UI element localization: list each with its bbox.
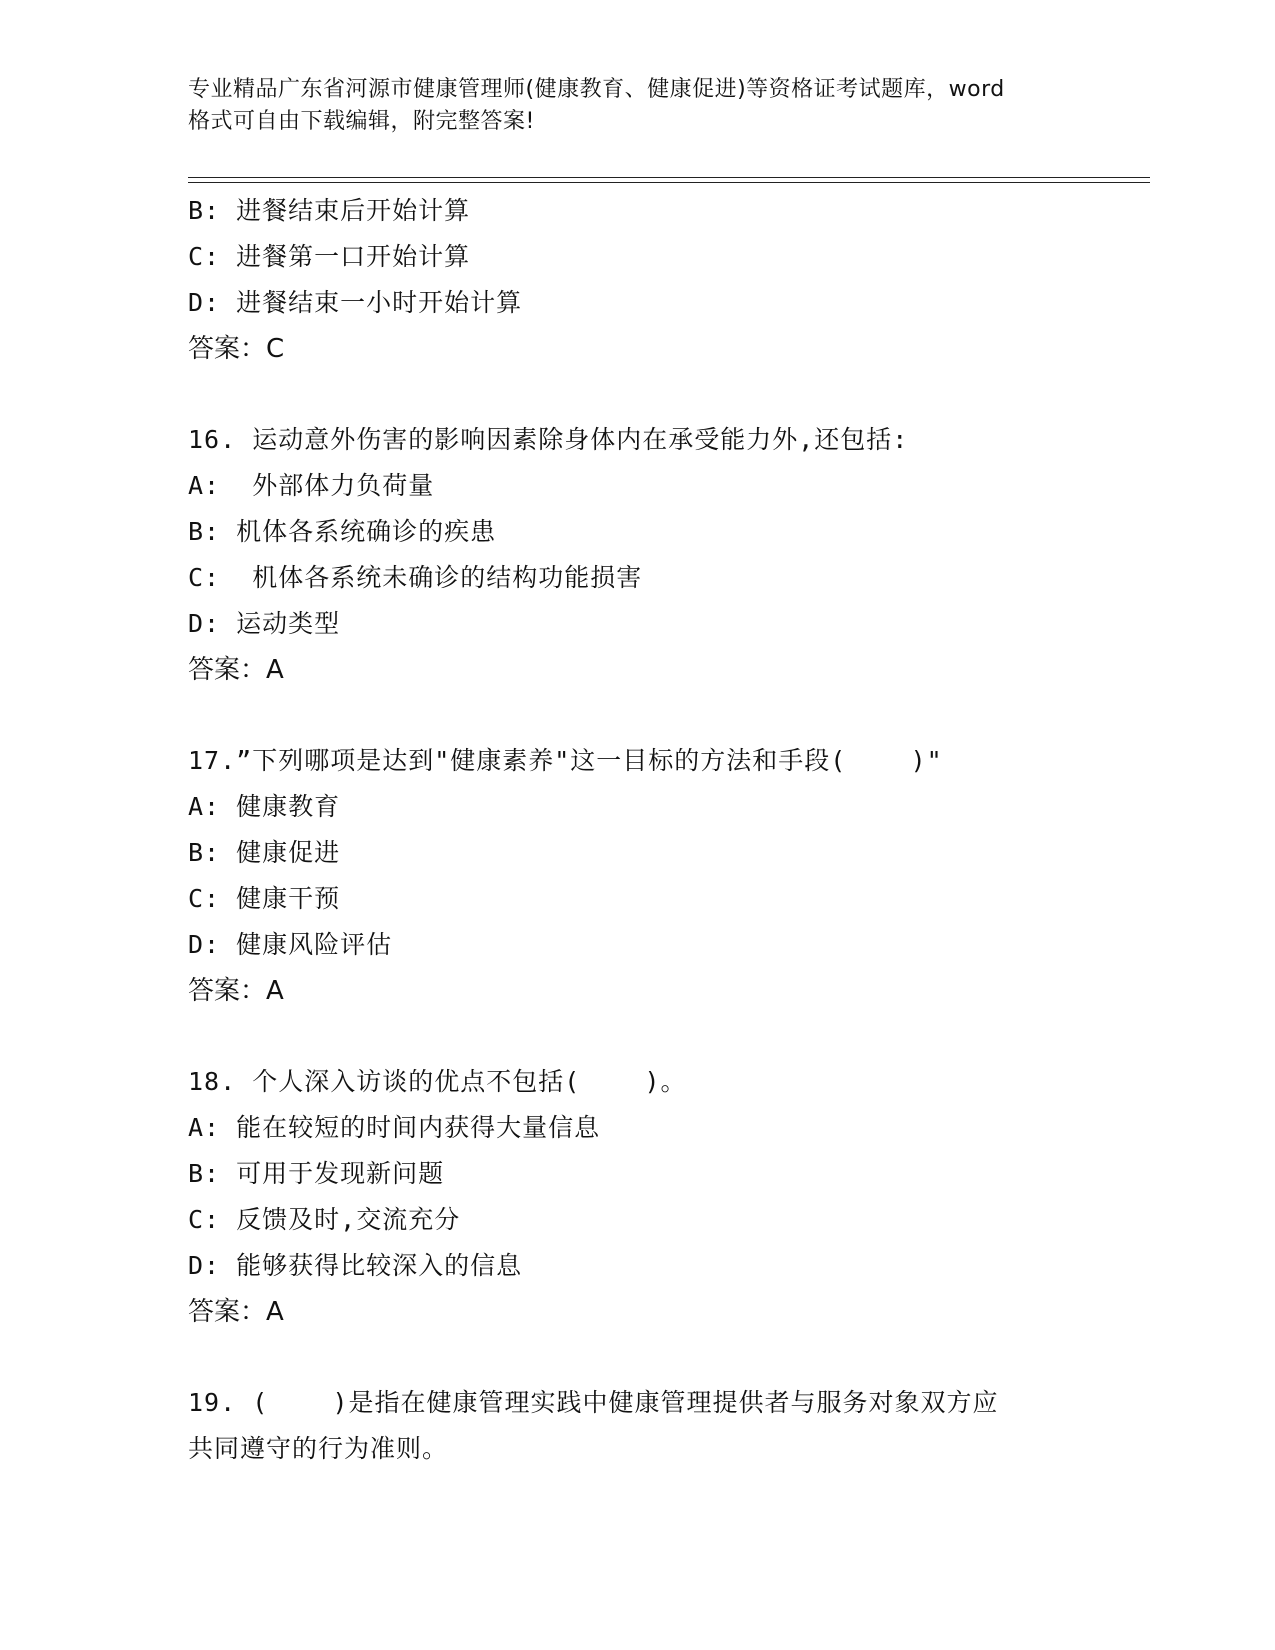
header-line-2: 格式可自由下载编辑，附完整答案! xyxy=(188,109,535,134)
question-text: 16. 运动意外伤害的影响因素除身体内在承受能力外,还包括: xyxy=(188,425,909,454)
answer: 答案：A xyxy=(188,976,284,1006)
spacer xyxy=(188,693,1088,738)
option-d: D: 健康风险评估 xyxy=(188,930,393,959)
spacer xyxy=(188,1014,1088,1059)
header-line-1: 专业精品广东省河源市健康管理师(健康教育、健康促进)等资格证考试题库，word xyxy=(188,77,1005,102)
option-c: C: 健康干预 xyxy=(188,884,341,913)
header-divider-top xyxy=(188,177,1150,178)
option-b: B: 可用于发现新问题 xyxy=(188,1159,445,1188)
question-text-line-2: 共同遵守的行为准则。 xyxy=(188,1434,449,1463)
answer: 答案：A xyxy=(188,1297,284,1327)
option-d: D: 进餐结束一小时开始计算 xyxy=(188,288,523,317)
question-17-block xyxy=(188,738,1088,1014)
header-divider-bottom xyxy=(188,182,1150,183)
option-b: B: 机体各系统确诊的疾患 xyxy=(188,517,497,546)
question-15-block xyxy=(188,188,1088,372)
question-list xyxy=(188,188,1088,1472)
question-text: 18. 个人深入访谈的优点不包括( )。 xyxy=(188,1067,687,1096)
answer: 答案：A xyxy=(188,655,284,685)
spacer xyxy=(188,372,1088,417)
option-d: D: 运动类型 xyxy=(188,609,341,638)
option-c: C: 进餐第一口开始计算 xyxy=(188,242,471,271)
option-d: D: 能够获得比较深入的信息 xyxy=(188,1251,523,1280)
option-b: B: 健康促进 xyxy=(188,838,341,867)
option-b: B: 进餐结束后开始计算 xyxy=(188,196,471,225)
question-text: 17.”下列哪项是达到"健康素养"这一目标的方法和手段( )" xyxy=(188,746,943,775)
document-header xyxy=(188,74,1088,138)
answer: 答案：C xyxy=(188,334,285,364)
question-19-block xyxy=(188,1380,1088,1472)
option-a: A: 健康教育 xyxy=(188,792,341,821)
question-text-line-1: 19. ( )是指在健康管理实践中健康管理提供者与服务对象双方应 xyxy=(188,1388,999,1417)
question-18-block xyxy=(188,1059,1088,1335)
option-c: C: 反馈及时,交流充分 xyxy=(188,1205,461,1234)
spacer xyxy=(188,1335,1088,1380)
option-a: A: 能在较短的时间内获得大量信息 xyxy=(188,1113,601,1142)
option-a: A: 外部体力负荷量 xyxy=(188,471,435,500)
option-c: C: 机体各系统未确诊的结构功能损害 xyxy=(188,563,643,592)
question-16-block xyxy=(188,417,1088,693)
